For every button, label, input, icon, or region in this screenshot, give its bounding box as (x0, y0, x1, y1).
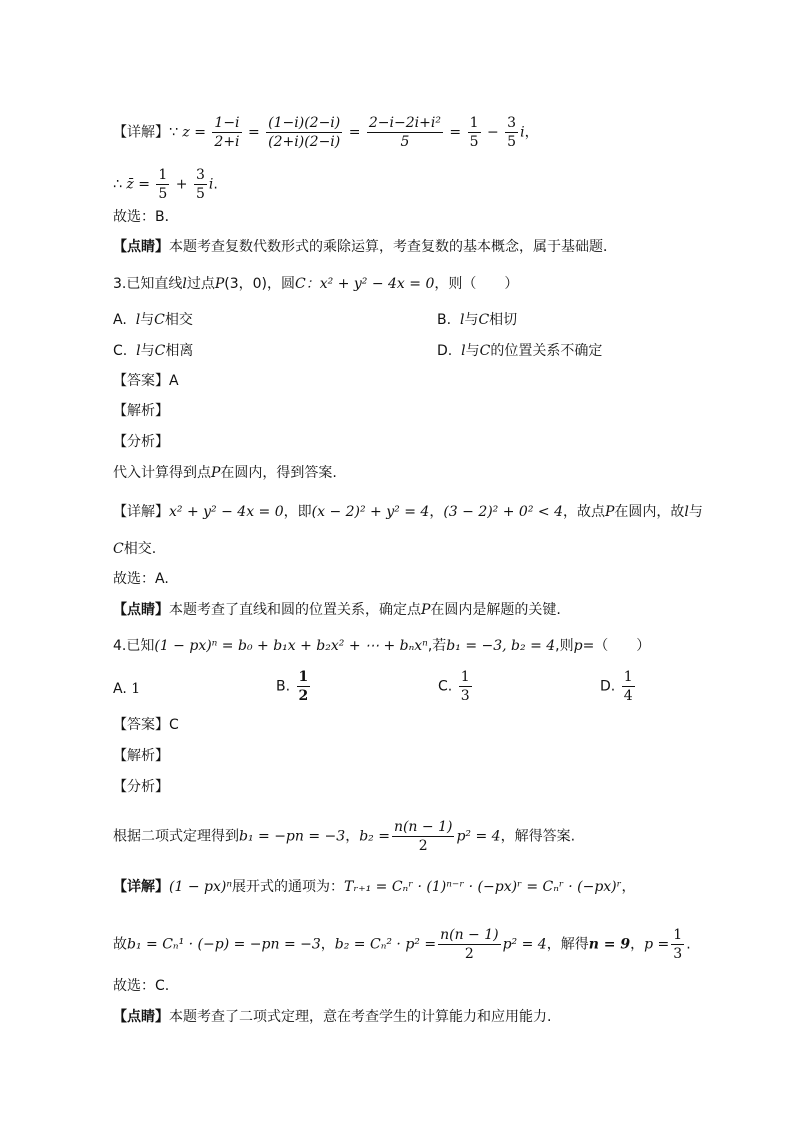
coefficient-conditions: b₁ = −3, b₂ = 4 (446, 638, 556, 654)
numerator: 1 (158, 167, 168, 183)
detail-label: 【详解】 (113, 124, 169, 141)
q3-answer (113, 371, 179, 391)
numerator: 2−i−2i+i² (368, 115, 441, 131)
fraction-5 (505, 114, 518, 151)
fraction-c2 (194, 166, 207, 203)
q3-option-b[interactable] (437, 310, 517, 330)
q3-pointer (113, 600, 561, 620)
inequality: (3 − 2)² + 0² < 4 (443, 504, 563, 520)
denominator: 4 (623, 688, 633, 704)
detail-text: ， (429, 504, 444, 520)
period: . (686, 936, 691, 953)
option-text: 相切 (489, 312, 518, 328)
period: . (213, 176, 218, 193)
option-letter: D. (600, 678, 616, 695)
option-letter: B. (276, 678, 291, 695)
var-P: P (604, 504, 615, 520)
conclusion-line-1 (113, 166, 218, 203)
fraction-2 (266, 114, 342, 151)
option-text: 的位置关系不确定 (490, 343, 603, 359)
detail-text: ， (621, 879, 636, 895)
option-fraction (297, 668, 311, 705)
pointer-line-1 (113, 237, 617, 257)
var-C: C (154, 312, 165, 328)
denominator: 2+i (214, 134, 240, 150)
analysis-text: 代入计算得到点 (113, 465, 211, 481)
detail-text: ，解得 (546, 936, 589, 953)
var-l: l (182, 276, 187, 292)
var-z: z (182, 124, 190, 141)
denominator: 2 (298, 688, 309, 704)
option-value: 1 (131, 681, 141, 697)
equation: p² = 4 (456, 828, 501, 845)
var-l: l (135, 312, 141, 328)
equals: = (138, 176, 150, 193)
option-fraction (459, 668, 472, 705)
n-value: n = 9 (588, 936, 631, 953)
detail-line-1 (113, 114, 539, 151)
numerator: 1−i (214, 115, 240, 131)
q4-option-c[interactable] (438, 668, 474, 705)
q3-fenxi-label: 【分析】 (113, 434, 169, 450)
option-text: 与 (140, 312, 155, 328)
option-text: 相离 (165, 343, 194, 359)
pointer-text: 本题考查复数代数形式的乘除运算，考查复数的基本概念，属于基础题． (169, 239, 617, 255)
detail-text: 与 (688, 504, 703, 520)
q4-select: 故选：C. (113, 978, 170, 994)
p-value: p = (644, 936, 670, 953)
q4-detail (113, 877, 636, 897)
analysis-text: ， (345, 828, 360, 845)
imag-unit: i (208, 176, 214, 193)
pointer-label: 【点睛】 (113, 1009, 169, 1025)
detail-text: 在圆内，故 (614, 504, 685, 520)
option-letter: C. (438, 678, 453, 695)
analysis-text: ，解得答案. (500, 828, 576, 845)
denominator: 5 (158, 186, 168, 202)
pointer-label: 【点睛】 (113, 239, 169, 255)
var-P: P (211, 465, 221, 481)
stem-text: ，则（ ） (434, 276, 519, 292)
numerator: 1 (298, 669, 309, 685)
because-symbol: ∵ (169, 124, 178, 141)
var-l: l (136, 343, 141, 359)
answer-label: 【答案】 (113, 373, 169, 389)
q4-detail-2 (113, 926, 691, 963)
q3-jiexi-label: 【解析】 (113, 403, 169, 419)
imag-unit: i (520, 124, 525, 141)
denominator: 3 (460, 688, 470, 704)
var-l: l (684, 504, 689, 520)
q3-analysis (113, 463, 337, 483)
numerator: 1 (469, 115, 479, 131)
option-letter: A. (113, 312, 127, 328)
minus: − (486, 124, 499, 141)
option-letter: B. (437, 312, 452, 328)
option-text: 相交 (164, 312, 193, 328)
q4-fenxi-label: 【分析】 (113, 779, 169, 795)
q4-option-a[interactable] (113, 679, 140, 699)
var-P: P (214, 276, 225, 292)
q4-option-b[interactable] (276, 668, 312, 705)
numerator: 1 (460, 669, 470, 685)
therefore-symbol: ∴ (113, 176, 122, 193)
pointer-label: 【点睛】 (113, 602, 169, 618)
equation: b₁ = Cₙ¹ · (−p) = −pn = −3 (127, 936, 321, 953)
q4-analysis (113, 818, 575, 855)
analysis-text: 根据二项式定理得到 (113, 828, 239, 845)
answer-label: 【答案】 (113, 717, 169, 733)
pointer-text: 在圆内是解题的关键. (430, 602, 561, 618)
option-fraction (622, 668, 635, 705)
detail-text: 展开式的通项为： (232, 879, 344, 895)
var-C: C (154, 343, 166, 359)
fraction (438, 926, 501, 963)
var-z-conjugate: z̄ (126, 176, 134, 193)
option-text: 与 (140, 343, 155, 359)
detail-text: 故 (113, 936, 127, 953)
numerator: 3 (195, 167, 205, 183)
general-term: Tᵣ₊₁ = Cₙʳ · (1)ⁿ⁻ʳ · (−px)ʳ = Cₙʳ · (−px)ʳ (344, 879, 622, 895)
detail-label: 【详解】 (113, 504, 169, 520)
binomial-expansion: (1 − px)ⁿ = b₀ + b₁x + b₂x² + ⋯ + bₙxⁿ (154, 638, 428, 654)
denominator: (2+i)(2−i) (268, 134, 341, 150)
var-l: l (459, 312, 465, 328)
question-3-stem (113, 274, 518, 294)
option-letter: D. (437, 343, 453, 359)
numerator: 1 (673, 927, 683, 943)
stem-text: =（ ） (582, 638, 651, 654)
detail-text: 相交. (123, 541, 157, 557)
q4-pointer (113, 1007, 551, 1027)
fraction-4 (468, 114, 481, 151)
numerator: 3 (507, 115, 517, 131)
equals: = (449, 124, 462, 141)
denominator: 5 (469, 134, 479, 150)
point-coords: (3，0)，圆 (224, 276, 296, 292)
fraction (392, 818, 455, 855)
q4-answer (113, 715, 179, 735)
pointer-text: 本题考查了直线和圆的位置关系，确定点 (169, 602, 421, 618)
detail-text: ， (630, 936, 645, 953)
denominator: 2 (418, 838, 428, 854)
equals: = (247, 124, 260, 141)
numerator: (1−i)(2−i) (268, 115, 341, 131)
denominator: 2 (464, 946, 474, 962)
equals: = (194, 124, 206, 141)
q3-option-c[interactable] (113, 341, 193, 361)
equation: b₂ = (359, 828, 390, 845)
q4-jiexi-label: 【解析】 (113, 748, 169, 764)
option-letter: C. (113, 343, 128, 359)
stem-text: ,则 (555, 638, 574, 654)
var-l: l (461, 343, 466, 359)
equation: (1 − px)ⁿ (169, 879, 232, 895)
select-line-1: 故选：B． (113, 209, 179, 225)
fraction-3 (367, 114, 443, 151)
q3-detail-cont (113, 539, 156, 559)
detail-text: ，故点 (562, 504, 605, 520)
equation: (x − 2)² + y² = 4 (311, 504, 430, 520)
denominator: 5 (195, 186, 205, 202)
option-text: 与 (464, 312, 479, 328)
stem-text: ,若 (427, 638, 447, 654)
detail-text: ， (320, 936, 335, 953)
answer-value: C (169, 717, 179, 733)
question-4-stem (113, 636, 650, 656)
comma: ， (524, 124, 539, 141)
q3-select: 故选：A. (113, 571, 169, 587)
detail-text: ，即 (283, 504, 312, 520)
var-P: P (421, 602, 431, 618)
denominator: 3 (673, 946, 683, 962)
denominator: 5 (507, 134, 517, 150)
var-C: C (479, 343, 491, 359)
var-p: p (573, 638, 583, 654)
stem-text: 4.已知 (113, 638, 155, 654)
analysis-text: 在圆内，得到答案. (220, 465, 337, 481)
fraction (671, 926, 684, 963)
numerator: n(n − 1) (440, 927, 499, 943)
numerator: n(n − 1) (393, 819, 453, 835)
var-C: C (295, 276, 306, 292)
denominator: 5 (400, 134, 410, 150)
stem-text: 过点 (186, 276, 215, 292)
pointer-text: 本题考查了二项式定理，意在考查学生的计算能力和应用能力. (169, 1009, 552, 1025)
numerator: 1 (623, 669, 633, 685)
q3-option-d[interactable] (437, 341, 602, 361)
option-letter: A. (113, 681, 127, 697)
var-C: C (113, 541, 124, 557)
q4-option-d[interactable] (600, 668, 637, 705)
equation: b₂ = Cₙ² · p² = (334, 936, 437, 953)
equals: = (348, 124, 361, 141)
var-C: C (478, 312, 490, 328)
option-text: 与 (465, 343, 480, 359)
equation: b₁ = −pn = −3 (239, 828, 346, 845)
equation: x² + y² − 4x = 0 (169, 504, 284, 520)
q3-option-a[interactable] (113, 310, 193, 330)
equation: p² = 4 (502, 936, 547, 953)
q3-detail (113, 502, 703, 522)
plus: + (175, 176, 188, 193)
circle-equation: ：x² + y² − 4x = 0 (305, 276, 435, 292)
stem-text: 3.已知直线 (113, 276, 183, 292)
fraction-c1 (156, 166, 169, 203)
answer-value: A (169, 373, 179, 389)
detail-label: 【详解】 (113, 879, 169, 895)
fraction-1 (212, 114, 241, 151)
